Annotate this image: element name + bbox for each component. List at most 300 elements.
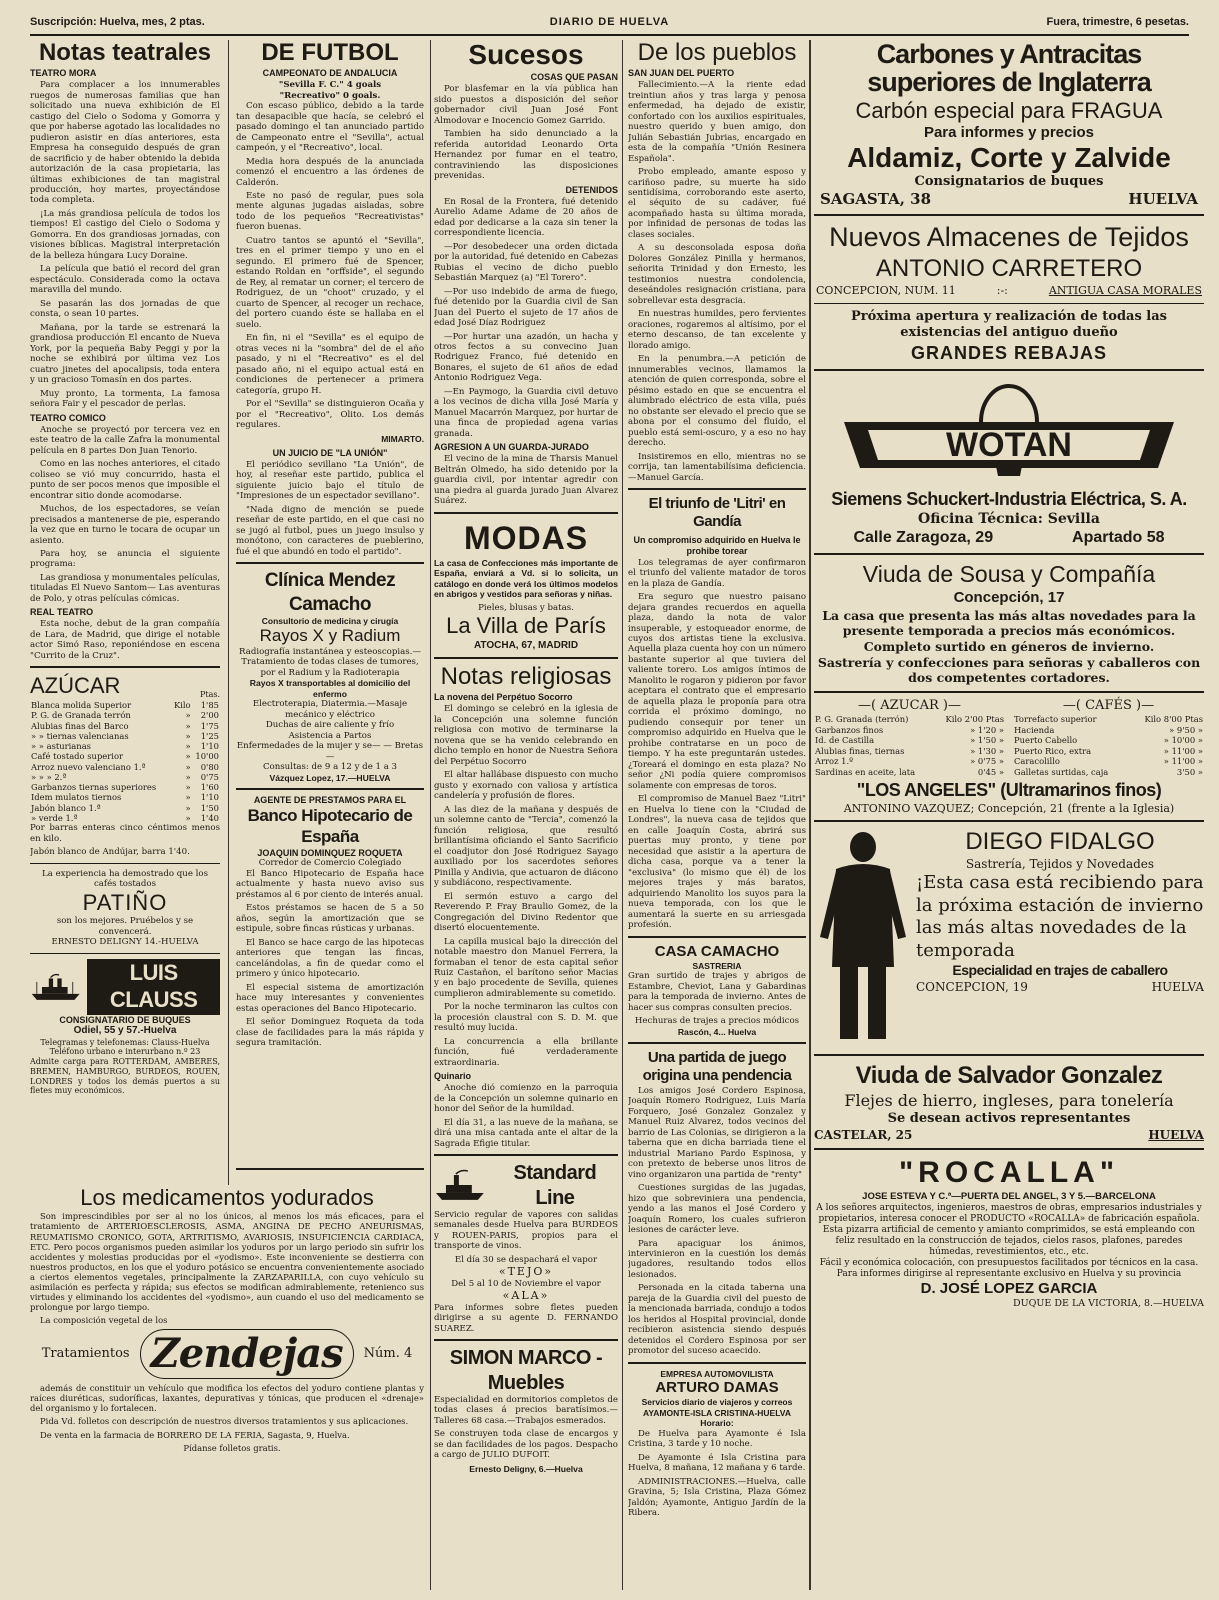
- azucar-price-cell: »: [185, 761, 191, 772]
- divider: [814, 1148, 1204, 1150]
- casa-camacho-subtitle: SASTRERIA: [692, 960, 742, 971]
- article-paragraph: Tambien ha sido denunciado a la referida autoridad Leonardo Orta Hernandez por fumar en el teatro, contraviniendo las disposiciones prevenidas.: [434, 129, 618, 182]
- article-paragraph: Anoche dió comienzo en la parroquia de la Concepción un solemne quinario en honor del Señor de la humildad.: [434, 1083, 618, 1115]
- article-paragraph: Para hoy, se anuncia el siguiente programa:: [30, 548, 220, 570]
- siemens-title: Siemens Schuckert-Industria Eléctrica, S. A.: [831, 489, 1187, 510]
- azucar-note: Jabón blanco de Andújar, barra 1'40.: [30, 847, 190, 858]
- divider: [628, 1362, 806, 1364]
- simon-marco-text: Se construyen toda clase de encargos y se dan facilidades de los pagos. Despacho a cargo de JULIO DUFOIT.: [434, 1429, 618, 1461]
- number-label: Núm. 4: [363, 1346, 413, 1362]
- azucar-header: [30, 673, 220, 700]
- azucar-price-cell: 1'75: [200, 720, 219, 731]
- arturo-damas-title: ARTURO DAMAS: [655, 1379, 779, 1397]
- ship-name: «ALA»: [502, 1289, 550, 1303]
- azucar-price-row: [30, 700, 220, 710]
- azucar-price-cell: 1'85: [200, 700, 219, 711]
- rocalla-ad: [814, 1155, 1204, 1310]
- patino-address: ERNESTO DELIGNY 14.-HUELVA: [51, 937, 199, 948]
- az-price-row: [814, 725, 1005, 736]
- article-paragraph: El sermón estuvo a cargo del Reverendo P. Fray Braulio Gomez, de la Congregación del Divino Redentor que disertó elocuentemente.: [434, 891, 618, 934]
- modas-ad: [434, 519, 618, 652]
- cafe-price-cell: Galletas surtidas, caja: [1014, 766, 1109, 777]
- azucar-price-cell: 1'40: [200, 812, 219, 823]
- almacenes-owner: ANTONIO CARRETERO: [875, 255, 1143, 283]
- medicamentos-paragraph: La composición vegetal de los: [40, 1315, 168, 1326]
- azucar-price-cell: Idem mulatos tiernos: [31, 792, 122, 803]
- column-2: [236, 40, 424, 1160]
- azucar-price-cell: » » tiernas valencianas: [31, 730, 129, 741]
- azucar-price-cell: »: [185, 710, 191, 721]
- article-paragraph: Cuatro tantos se apuntó el "Sevilla", tres en el primer tiempo y uno en el segundo. El primero fué de Spencer, estando Roldan en "orffside", el segundo de Rey, al rematar un corner; el tercero de Rodriguez, de un "choot" cruzado, y el cuarto de Spencer, al recoger un rechace, del portero cuando éste se hallaba en el suelo.: [236, 235, 424, 330]
- azucar-price-cell: 0'80: [200, 761, 219, 772]
- azucar-price-row: [30, 803, 220, 813]
- section-title-sucesos: Sucesos: [468, 40, 584, 70]
- divider: [30, 666, 220, 668]
- azucar-price-cell: 10'00: [195, 751, 219, 762]
- article-paragraph: Insistiremos en ello, mientras no se corrija, tan lamentabilísima deficiencia.—Manuel García.: [628, 451, 806, 483]
- azucar-price-cell: »: [185, 812, 191, 823]
- az-price-cell: » 1'20 »: [970, 724, 1004, 735]
- cafe-price-cell: 3'50 »: [1176, 766, 1203, 777]
- azucar-price-cell: 1'60: [200, 782, 219, 793]
- siemens-address-row: [814, 528, 1204, 548]
- az-heading-text: AZUCAR: [880, 697, 939, 713]
- article-paragraph: Este no pasó de regular, pues sola mente algunas jugadas aisladas, sobre todo de los pequeños "Recreativistas" fueron buenas.: [236, 191, 424, 233]
- az-price-cell: » 1'50 »: [970, 735, 1004, 746]
- carbones-title: Carbones y Antracitas superiores de Inglaterra: [867, 40, 1151, 98]
- score-line: "Recreativo" 0 goals.: [279, 90, 381, 101]
- medicamentos-title: Los medicamentos yodurados: [80, 1185, 374, 1210]
- article-paragraph: Esta noche, debut de la gran compañía de Lara, de Madrid, que dirige el notable actor Simó Raso, reponiéndose en escena "Currito de la Cruz".: [30, 619, 220, 661]
- cafe-price-cell: Caracolillo: [1014, 756, 1060, 767]
- zendejas-brand-logo: Zendejas: [140, 1329, 354, 1379]
- carbones-address: SAGASTA, 38: [820, 189, 932, 208]
- cafe-price-cell: » 10'00 »: [1163, 735, 1203, 746]
- carbones-role: Consignatarios de buques: [914, 173, 1104, 189]
- clauss-ad: [30, 959, 220, 1096]
- divider: [814, 369, 1204, 371]
- patino-intro: La experiencia ha demostrado que los cafés tostados: [42, 868, 208, 890]
- article-paragraph: Fallecimiento.—A la riente edad treintiun años y tras larga y penosa enfermedad, ha dejado de existir, confortado con los auxilios espirituales, nuestro querido y buen amigo, don Julián Sebastián Jubrias, encargado en esta de la compañía "Unión Resinera Española".: [628, 80, 806, 164]
- azucar-price-row: [30, 721, 220, 731]
- rocalla-text: Para informes dirigirse al representante exclusivo en Huelva y su provincia: [836, 1268, 1182, 1279]
- article-paragraph: ¡La más grandiosa película de todos los tiempos! El castigo del Cielo o Sodoma y Gomorra. En dos grandiosas jornadas, con visiones bíblicas. Magistral interpretación de la belleza húngara Lucy Doraine.: [30, 208, 220, 261]
- article-paragraph: Muy pronto, La tormenta, La famosa señora Fair y el pescador de perlas.: [30, 388, 220, 410]
- article-paragraph: —Por uso indebido de arma de fuego, fué detenido por la Guardia civil de San Juan del Puerto el sujeto de 17 años de edad José Díaz Rodriguez: [434, 286, 618, 329]
- cafe-price-row: [1013, 735, 1204, 746]
- clinica-line: Enfermedades de la mujer y se— — Bretas —: [236, 741, 424, 762]
- subheading: Quinario: [434, 1071, 472, 1082]
- cafe-price-cell: Hacienda: [1014, 724, 1055, 735]
- column-rule: [622, 40, 623, 1590]
- clinica-ad: [236, 569, 424, 783]
- villa-address: ATOCHA, 67, MADRID: [473, 640, 579, 652]
- azucar-price-cell: 0'75: [200, 771, 219, 782]
- siemens-box: Apartado 58: [1072, 529, 1165, 547]
- subscription-local: Suscripción: Huelva, mes, 2 ptas.: [30, 16, 205, 28]
- clauss-header: [30, 959, 220, 1015]
- banco-paragraph: El Banco Hipotecario de España hace actualmente y hasta nuevo aviso sus préstamos al 6 por ciento de interés anual.: [236, 868, 424, 900]
- az-price-cell: Id. de Castilla: [815, 735, 875, 746]
- section-title-football: DE FUTBOL: [261, 40, 399, 66]
- az-price-cell: » 1'30 »: [970, 745, 1004, 756]
- azucar-price-cell: »: [185, 751, 191, 762]
- ship-name: «TEJO»: [498, 1265, 554, 1279]
- patino-ad: [30, 869, 220, 948]
- az-price-cell: Sardinas en aceite, lata: [815, 766, 916, 777]
- banco-paragraph: El especial sistema de amortización hace muy interesantes y convenientes estas operaciones del Banco Hipotecario.: [236, 982, 424, 1014]
- clauss-address: Odiel, 55 y 57.-Huelva: [73, 1025, 177, 1037]
- casa-camacho-text: Gran surtido de trajes y abrigos de Estambre, Cheviot, Lana y Gabardinas para la temporada de invierno. Antes de hacer sus compras consulten precios.: [628, 971, 806, 1013]
- article-paragraph: Mañana, por la tarde se estrenará la grandiosa producción El encanto de Nueva York, por la pequeña Baby Peggi y por la noche se exhibirá por última vez Los cuatro jinetes del apocalipsis, toda entera y un gracioso Tomasín en dos partes.: [30, 322, 220, 386]
- azucar-price-cell: » verde 1.ª: [31, 812, 78, 823]
- az-price-cell: Alubias finas, tiernas: [815, 745, 905, 756]
- tratamientos-label: Tratamientos: [41, 1346, 130, 1362]
- horario-text: ADMINISTRACIONES.—Huelva, calle Gravina, 5; Isla Cristina, Plaza Gómez Jaldón; Ayamonte, Antiguo Jardín de la Ribera.: [628, 1476, 806, 1519]
- az-price-cell: » 0'75 »: [970, 756, 1004, 767]
- article-paragraph: Personada en la citada taberna una pareja de la Guardia civil del puesto de la mencionada barriada, condujo a todos los heridos al Hospital provincial, donde recibieron asistencia siendo después detenidos el Cordero Espinosa por ser promotor del suceso acaecido.: [628, 1283, 806, 1357]
- az-price-row: [814, 714, 1005, 725]
- modas-text: La casa de Confecciones más importante de España, enviará a Vd. si lo solicita, un catálogo en donde verá los últimos modelos en abrigos y vestidos para señoras y niñas.: [434, 557, 618, 600]
- article-paragraph: Era seguro que nuestro paisano dejara grandes recuerdos en aquella plaza, dando la nota de valor insuperable, y estoqueador enorme, de cuyos dos artistas tiene la exclusiva. Aquella plaza cuenta hoy con un número bastante superior al que tuviera del valiente torero. Los amigos íntimos de Manolito le rogaron y pidieron por favor aceptara el contrato que el empresario de aquella plaza le proponía para otra corrida el próximo domingo, no pudiendo consequir por tener un compromiso adquirido en Huelva que le prohibe contratarse en un poco de tiempo. Y ha este preguntarán ustedes. ¿Toreará el domingo en esta plaza? No señor ¿Ni podía quiere compromisos solamente con empresas de toros.: [628, 592, 806, 791]
- subheading: Un compromiso adquirido en Huelva le prohibe torear: [633, 534, 801, 556]
- horario-label: Horario:: [700, 1418, 734, 1429]
- clinica-hours: Consultas: de 9 a 12 y de 1 a 3: [262, 762, 398, 773]
- diego-fidalgo-text: ¡Esta casa está recibiendo para la próxima estación de invierno las más altas novedades de la temporada: [916, 872, 1204, 961]
- subheading: COSAS QUE PASAN: [530, 72, 618, 83]
- article-paragraph: Se pasarán las dos jornadas de que consta, o sean 10 partes.: [30, 298, 220, 320]
- standard-line-text: Del 5 al 10 de Noviembre el vapor: [451, 1278, 601, 1289]
- sousa-text: Completo surtido en géneros de invierno.: [863, 638, 1155, 654]
- casa-camacho-text: Hechuras de trajes a precios módicos: [634, 1016, 800, 1027]
- medicamentos-paragraph: además de constituir un vehículo que modifica los efectos del yoduro contiene plantas y raíces diuréticas, sudoríficas, laxantes, depurativas y tónicas, que producen el «drenaje» del organismo y lo fortalecen.: [30, 1383, 424, 1414]
- litri-title: El triunfo de 'Litri' en Gandía: [648, 495, 786, 531]
- azucar-price-cell: »: [185, 792, 191, 803]
- almacenes-rebajas: GRANDES REBAJAS: [910, 342, 1108, 363]
- column-rule: [430, 40, 431, 1590]
- cafe-price-row: [1013, 714, 1204, 725]
- divider: [814, 691, 1204, 693]
- wotan-lamp-logo: [824, 376, 1194, 488]
- almacenes-address-row: [814, 284, 1204, 298]
- azucar-price-cell: »: [185, 730, 191, 741]
- rocalla-text: Esta pizarra artificial de cemento y amianto comprimidos, se está empleando con feliz resultado en la construcción de tejados, cielos rasos, plafones, paredes húmedas, revestimientos, etc., etc.: [822, 1224, 1196, 1257]
- siemens-office: Oficina Técnica: Sevilla: [918, 510, 1100, 527]
- az-price-cell: Arroz 1.º: [815, 756, 854, 767]
- az-price-cell: Kilo 2'00 Ptas: [945, 714, 1004, 725]
- column-4: [628, 40, 806, 1590]
- cafe-price-cell: » 9'50 »: [1169, 724, 1203, 735]
- article-paragraph: En Rosal de la Frontera, fué detenido Aurelio Adame Adame de 20 años de edad por dedicarse a la caza sin tener la correspondiente licencia.: [434, 196, 618, 239]
- article-paragraph: La concurrencia a ella brillante función, fué verdaderamente extraordinaria.: [434, 1036, 618, 1068]
- article-paragraph: —Por desobedecer una orden dictada por la autoridad, fué detenido en Cabezas Rubias el vecino de dicho pueblo Sebastián Marquez (a) "El Torero".: [434, 241, 618, 284]
- carbones-subtitle: Carbón especial para FRAGUA: [855, 97, 1163, 123]
- cafe-price-cell: » 11'00 »: [1163, 756, 1203, 767]
- simon-marco-ad: [434, 1346, 618, 1474]
- cafe-price-row: [1013, 725, 1204, 736]
- diego-fidalgo-subtitle: Sastrería, Tejidos y Novedades: [965, 857, 1155, 872]
- banco-agent-name: JOAQUIN DOMINQUEZ ROQUETA: [257, 847, 403, 858]
- az-price-row: [814, 767, 1005, 778]
- clauss-role: CONSIGNATARIO DE BUQUES: [59, 1014, 191, 1025]
- salvador-gonzalez-ad: [814, 1061, 1204, 1142]
- article-paragraph: El domingo se celebró en la iglesia de la Concepción una solemne función religiosa con motivo de terminarse la novena que se ha venido celebrando en dicho templo en honor de Nuestra Señora del Perpétuo Socorro: [434, 704, 618, 767]
- sousa-text: La casa que presenta las más altas novedades para la presente temporada a precios más económicos.: [822, 607, 1196, 639]
- azucar-price-cell: Jabón blanco 1.ª: [31, 802, 101, 813]
- salvador-gonzalez-text: Flejes de hierro, ingleses, para tonelería: [844, 1091, 1174, 1111]
- azucar-price-cell: 1'50: [200, 802, 219, 813]
- salvador-gonzalez-city: HUELVA: [1148, 1127, 1204, 1142]
- divider: [236, 1168, 424, 1170]
- sousa-text: Sastrería y confecciones para señoras y caballeros con dos competentes cortadores.: [817, 654, 1201, 686]
- azucar-price-cell: Garbanzos tiernas superiores: [31, 782, 157, 793]
- diego-fidalgo-city: HUELVA: [1151, 979, 1204, 994]
- azucar-price-row: [30, 762, 220, 772]
- article-paragraph: Media hora después de la anunciada comenzó el encuentro a las órdenes de Calderón.: [236, 156, 424, 188]
- article-paragraph: Como en las noches anteriores, el citado coliseo se vió muy concurrido, hasta el punto de ser pocos menos que imposible el encontrar sitio donde acomodarse.: [30, 459, 220, 501]
- clauss-text: Admite carga para ROTTERDAM, AMBERES, BREMEN, HAMBURGO, BURDEOS, ROUEN, LONDRES y todos los demás puertos a su fletes muy económicos.: [30, 1057, 220, 1096]
- clinica-subtitle: Consultorio de medicina y cirugía: [261, 615, 399, 626]
- azucar-price-cell: »: [185, 720, 191, 731]
- subheading: SAN JUAN DEL PUERTO: [628, 68, 735, 79]
- arturo-damas-subtitle: Servicios diario de viajeros y correos AYAMONTE-ISLA CRISTINA-HUELVA: [641, 1397, 793, 1418]
- azucar-price-cell: »: [185, 771, 191, 782]
- article-paragraph: En la penumbra.—A petición de innumerables vecinos, llamamos la atención de quien corresponda, sobre el pésimo estado en que se encuentra el alumbrado eléctrico de esta villa, pués no obstante ser elevado el precio que se abona por el consumo del fluido, el pueblo está semi-oscuro, y a eso no hay derecho.: [628, 354, 806, 449]
- clauss-name: LUIS CLAUSS: [87, 959, 220, 1015]
- article-paragraph: El vecino de la mina de Tharsis Manuel Beltrán Olmedo, ha sido detenido por la guardia civil, por intentar agredir con una piedra al guarda jurado Juan Alvarez Suárez.: [434, 454, 618, 507]
- section-title-theatre: Notas teatrales: [38, 40, 212, 66]
- article-paragraph: —Por hurtar una azadón, un hacha y otros fectos a su convecino Juan Rodriguez Franco, fué detenido en Bonares, el sujeto de 61 años de edad Antonio Rodriguez Vega.: [434, 331, 618, 384]
- rayos-heading: Rayos X y Radium: [259, 626, 401, 646]
- azucar-price-cell: »: [185, 802, 191, 813]
- azucar-unit: Ptas.: [199, 690, 220, 700]
- almacenes-ad: [814, 221, 1204, 365]
- diego-fidalgo-address: CONCEPCION, 19: [916, 979, 1028, 994]
- subheading: La novena del Perpétuo Socorro: [434, 692, 573, 703]
- clauss-phone: Teléfono urbano e interurbano n.º 23: [49, 1047, 201, 1057]
- article-paragraph: Anoche se proyectó por tercera vez en este teatro de la calle Zafra la monumental película en 8 partes Don Juan Tenorio.: [30, 424, 220, 456]
- rocalla-text: A los señores arquitectos, ingenieros, maestros de obras, empresarios industriales y propietarios, interesa conocer el PRODUCTO «ROCALLA» de fabricación española.: [816, 1202, 1202, 1224]
- azucar-price-cell: Arroz nuevo valenciano 1.ª: [31, 761, 146, 772]
- subheading: UN JUICIO DE "LA UNIÓN": [272, 448, 388, 459]
- azucar-price-table: [30, 700, 220, 823]
- azucar-price-cell: Kilo: [173, 700, 191, 711]
- carbones-names: Aldamiz, Corte y Zalvide: [847, 141, 1171, 173]
- article-paragraph: La película que batió el record del gran espectáculo. Considerada como la octava maravilla del mundo.: [30, 264, 220, 296]
- carbones-ad: [814, 40, 1204, 209]
- azucar-price-row: [30, 813, 220, 823]
- almacenes-old-house: ANTIGUA CASA MORALES: [1048, 284, 1202, 298]
- divider: [30, 863, 220, 864]
- azucar-price-row: [30, 741, 220, 751]
- azucar-price-cell: » » » 2.ª: [31, 771, 67, 782]
- almacenes-text: Próxima apertura y realización de todas las existencias del antiguo dueño: [851, 309, 1167, 341]
- azucar-price-cell: Alubias finas del Barco: [31, 720, 129, 731]
- cafe-price-row: [1013, 746, 1204, 757]
- clinica-line: Electroterapia, Diatermia.—Masaje mecánico y eléctrico: [252, 699, 408, 720]
- article-paragraph: —En Paymogo, la Guardia civil detuvo a los vecinos de dicha villa José María y Manuel Macarrón Marquez, por hurtar de una finca de propiedad agena varias granada.: [434, 386, 618, 439]
- masthead: [30, 14, 1189, 36]
- azucar-price-cell: »: [185, 782, 191, 793]
- azucar-price-cell: 2'00: [200, 710, 219, 721]
- divider: [30, 953, 220, 954]
- los-angeles-price-lists: [814, 698, 1204, 777]
- horario-text: De Ayamonte é Isla Cristina para Huelva, 8 mañana, 12 mañana y 6 tarde.: [628, 1452, 806, 1474]
- azucar-price-cell: 1'10: [200, 741, 219, 752]
- cafe-price-cell: Puerto Rico, extra: [1014, 745, 1092, 756]
- cafe-price-row: [1013, 767, 1204, 778]
- azucar-price-row: [30, 792, 220, 802]
- az-price-row: [814, 756, 1005, 767]
- cafe-price-cell: » 11'00 »: [1163, 745, 1203, 756]
- article-paragraph: Cuestiones surgidas de las jugadas, hizo que sobreviniera una pendencia, yendo a las manos el José Cordero y Joaquín Romero, los cuales sufrieron lesiones de carácter leve.: [628, 1183, 806, 1236]
- banco-agent-role: Corredor de Comercio Colegiado: [258, 858, 402, 869]
- azucar-title: AZÚCAR: [30, 673, 121, 699]
- article-paragraph: A su desconsolada esposa doña Dolores González Pinilla y hermanos, señorita Trinidad y don Ernesto, les testimonios nuestra condolencia, deseándoles resignación cristiana, para sobrellevar esta desgracia.: [628, 243, 806, 306]
- agente-heading: AGENTE DE PRESTAMOS PARA EL: [253, 795, 407, 806]
- salvador-gonzalez-address-row: [814, 1128, 1204, 1143]
- azucar-price-cell: » » asturianas: [31, 741, 91, 752]
- standard-line-title: Standard Line: [513, 1162, 597, 1209]
- banco-paragraph: El señor Dominguez Roqueta da toda clase de facilidades para la más rápida y segura tramitación.: [236, 1017, 424, 1049]
- column-3: [434, 40, 618, 1590]
- diego-fidalgo-body: [916, 827, 1204, 1045]
- az-price-cell: Garbanzos finos: [815, 724, 884, 735]
- az-price-cell: P. G. Granada (terrón): [815, 714, 909, 725]
- divider: [434, 1154, 618, 1156]
- banco-ad: [236, 795, 424, 1049]
- article-paragraph: A las diez de la mañana y después de un solemne canto de "Tercia", comenzó la función religiosa, que resultó brillantísima oficiando el Santo Sacrificio el coadjutor don José Rodriguez Sayago auxiliado por los sacerdotes señores Pinilla y Andivia, que actuaron de diácono y subdiácono, respectivamente.: [434, 804, 618, 889]
- azucar-price-cell: P. G. de Granada terrón: [31, 710, 131, 721]
- siemens-address: Calle Zaragoza, 29: [853, 529, 994, 547]
- subheading: REAL TEATRO: [30, 607, 94, 618]
- zendejas-logo-row: [30, 1329, 424, 1379]
- divider: [628, 488, 806, 490]
- empresa-label: EMPRESA AUTOMOVILISTA: [660, 1368, 774, 1379]
- section-title-religious: Notas religiosas: [440, 663, 612, 691]
- article-paragraph: Para apaciguar los ánimos, intervinieron en la cuestión los demás jugadores, resultando todos ellos lesionados.: [628, 1238, 806, 1280]
- subheading: CAMPEONATO DE ANDALUCIA: [262, 68, 398, 79]
- rocalla-address: JOSE ESTEVA Y C.ª—PUERTA DEL ANGEL, 3 Y 5.—BARCELONA: [862, 1191, 1156, 1203]
- article-paragraph: La capilla musical bajo la dirección del notable maestro don Manuel Ferrera, la formaban el tenor de esta capital señor Ruiz Castañon, el barítono señor Macias y en bajo procedente de Sevilla, quienes cumplieron admirablemente su cometido.: [434, 936, 618, 999]
- article-paragraph: El día 31, a las nueve de la mañana, se dirá una misa cantada ante el altar de la Sagrada Efigie titular.: [434, 1117, 618, 1149]
- simon-marco-address: Ernesto Deligny, 6.—Huelva: [469, 1463, 583, 1474]
- carbones-city: HUELVA: [1128, 189, 1198, 208]
- rocalla-representative: D. JOSÉ LOPEZ GARCIA: [920, 1279, 1098, 1297]
- diego-fidalgo-title: DIEGO FIDALGO: [965, 828, 1155, 856]
- clinica-address: Vázquez Lopez, 17.—HUELVA: [269, 772, 391, 783]
- standard-line-text: Para informes sobre fletes pueden dirigirse a su agente D. FERNANDO SUAREZ.: [434, 1302, 618, 1334]
- divider: [628, 936, 806, 938]
- divider: [814, 553, 1204, 555]
- cafe-price-list: [1013, 698, 1204, 777]
- modas-title: MODAS: [463, 519, 589, 556]
- article-paragraph: Las grandiosa y monumentales películas, tituladas El Nuevo Santom— Las aventuras de Polo, y otras películas cómicas.: [30, 572, 220, 604]
- section-title-pueblos: De los pueblos: [637, 40, 797, 66]
- cafe-price-table: [1013, 714, 1204, 777]
- score-line: "Sevilla F. C." 4 goals: [278, 80, 382, 91]
- article-paragraph: Para complacer a los innumerables ruegos de numerosas familias que han solicitado una nueva exhibición de El castigo del Cielo o Sodoma y Gomorra y que por haberse agotado las localidades no pudieron asistir en días anteriores, esta Empresa ha conseguido después de gran de sacrificio y de haber obtenido la debida autorización de la casa propietaria, las últimas exhibiciones de tan magistral producción, hoy martes, proyectándose toda completa.: [30, 80, 220, 206]
- azucar-price-cell: 1'25: [200, 730, 219, 741]
- clinica-title: Clínica Mendez Camacho: [264, 570, 396, 615]
- article-paragraph: Con escaso público, debido a la tarde tan desapacible que hacía, se celebró el pasado domingo el tan anunciado partido de Campeonato entre el "Sevilla", actual campeón, y el "Recreativo", local.: [236, 101, 424, 154]
- standard-line-ad: [434, 1161, 618, 1334]
- azucar-price-row: [30, 751, 220, 761]
- clinica-line: Rayos X transportables al domicilio del enfermo: [249, 678, 411, 699]
- steamship-icon: [434, 1169, 486, 1203]
- cafe-price-cell: Torrefacto superior: [1014, 714, 1097, 725]
- medicamentos-paragraph: De venta en la farmacia de BORRERO DE LA FERIA, Sagasta, 9, Huelva.: [40, 1429, 350, 1440]
- azucar-price-cell: »: [185, 741, 191, 752]
- divider: [236, 788, 424, 790]
- almacenes-title: Nuevos Almacenes de Tejidos: [829, 221, 1189, 252]
- column-5-ads: [814, 40, 1204, 1590]
- horario-text: De Huelva para Ayamonte é Isla Cristina, 3 tarde y 10 noche.: [628, 1428, 806, 1450]
- article-paragraph: Los telegramas de ayer confirmaron el triunfo del valiente matador de toros en la plaza de Gandía.: [628, 557, 806, 589]
- carbones-address-row: [814, 190, 1204, 209]
- clinica-line: Radiografía instantánea y esteoscopias.—Tratamiento de todas clases de tumores, por el Radium y la Radioterapia: [239, 646, 421, 678]
- cafe-heading: —( CAFÉS )—: [1062, 697, 1155, 713]
- sousa-address: Concepción, 17: [953, 588, 1065, 606]
- azucar-note: Por barras enteras cinco céntimos menos en kilo.: [30, 823, 220, 844]
- diego-fidalgo-specialty: Especialidad en trajes de caballero: [952, 962, 1168, 979]
- azucar-price-row: [30, 731, 220, 741]
- cafe-price-cell: Kilo 8'00 Ptas: [1144, 714, 1203, 725]
- divider: [814, 214, 1204, 216]
- column-rule: [809, 40, 811, 1590]
- medicamentos-paragraph: Son imprescindibles por ser al no los únicos, al menos los más eficaces, para el tratamiento de ARTERIOESCLEROSIS, ASMA, ANGINA DE PECHO ANEURISMAS, REUMATISMO CRONICO, GOTA, ARTRITISMO, AVARIOSIS, INSUFICIENCIA CARDIACA, ETC. Pero pocos organismos pueden asimilar los yoduros por un largo periodo sin sufrir los accidentes y molestias producidas por el «yodismo». Este inconveniente se destierra con nuestros productos, en los que el yoduro potásico se encuentra convenientemente asociado a ciertos elementos vegetales, principalmente la ZARZAPARILLA, con cuyo vehículo su asimilación es perfecta y rápida; sus efectos se modifican admirablemente, retenienco sus virtudes y eliminando los accidentes del «yodismo», aun cuando el uso del medicamento se prolongue por largo tiempo.: [30, 1211, 424, 1313]
- article-paragraph: Por el "Sevilla" se distinguieron Ocaña y por el "Recreativo", Olito. Los demás regulares.: [236, 399, 424, 431]
- cafe-price-row: [1013, 756, 1204, 767]
- standard-line-text: El día 30 se despachará el vapor: [454, 1254, 598, 1265]
- divider: [434, 1339, 618, 1341]
- article-paragraph: Por la noche terminaron las cultos con la procesión claustral con S. D. M. que resultó muy lucida.: [434, 1002, 618, 1034]
- almacenes-separator: :-:: [996, 284, 1008, 298]
- article-paragraph: El compromiso de Manuel Baez "Litri" en Huelva lo tiene con la "Ciudad de Londres", la nueva casa de tejidos que en calle Joaquín Costa, abrirá sus puertas muy pronto, y tiene por necesidad que asistir a la apertura de dicha casa, porque va a tener la "exclusiva" (lo mismo que él) de los mejores trajes y más baratos, adquiriendo Manolito los suyos para la nueva temporada, con los que le aumentará la suerte en su arriesgada profesión.: [628, 794, 806, 931]
- divider: [814, 1054, 1204, 1056]
- azucar-price-cell: 1'10: [200, 792, 219, 803]
- clauss-telegram: Telegramas y telefonemas: Clauss-Huelva: [40, 1037, 210, 1047]
- clinica-line: Duchas de aire caliente y frío: [265, 720, 395, 731]
- divider: [434, 657, 618, 659]
- banco-paragraph: Estos préstamos se hacen de 5 a 50 años, según la amortización que se estipule, sobre fincas rústicas y urbanas.: [236, 903, 424, 935]
- diego-fidalgo-ad: [814, 827, 1204, 1049]
- az-price-table: [814, 714, 1005, 777]
- steamship-icon: [30, 969, 81, 1005]
- wotan-word: WOTAN: [946, 426, 1072, 465]
- azucar-price-row: [30, 710, 220, 720]
- azucar-price-row: [30, 782, 220, 792]
- article-paragraph: "Nada digno de mención se puede reseñar de este partido, en el que casi no se jugó al futbol, pues un juego insulso y monótono, con caracteres de pueblerino, fué el que abundó en todo el partido".: [236, 504, 424, 557]
- article-paragraph: Por blasfemar en la vía pública han sido puestos a disposición del señor gobernador civil Juan José Font Almodovar e Inocencio Gomez Garrido.: [434, 84, 618, 126]
- simon-marco-title: SIMON MARCO -Muebles: [449, 1347, 603, 1394]
- rocalla-title: "ROCALLA": [898, 1155, 1120, 1189]
- wotan-ad: [814, 376, 1204, 548]
- banco-paragraph: El Banco se hace cargo de las hipotecas anteriores que tengan las fincas, cancelándolas, a fin de quedar como el primero y único hipotecario.: [236, 937, 424, 980]
- divider: [628, 1042, 806, 1044]
- simon-marco-text: Especialidad en dormitorios completos de todas clases á precios baratísimos.—Talleres 68 casa.—Trabajos esmerados.: [434, 1394, 618, 1426]
- partida-title: Una partida de juego origina una pendencia: [642, 1049, 792, 1085]
- divider: [814, 303, 1204, 304]
- az-heading: —( AZUCAR )—: [858, 697, 961, 713]
- subheading: DETENIDOS: [565, 184, 618, 195]
- salvador-gonzalez-rep: Se desean activos representantes: [887, 1111, 1131, 1127]
- azucar-price-cell: Blanca molida Superior: [31, 700, 132, 711]
- rocalla-text: Fácil y económica colocación, con presupuestos facilitados por técnicos en la casa.: [819, 1257, 1199, 1268]
- article-paragraph: Probo empleado, amante esposo y cariñoso padre, su muerte ha sido sentidísima, corroborando este aserto, el séquito de su cadáver, fué acompañado hasta su última morada, por infinidad de personas de todas las clases sociales.: [628, 167, 806, 240]
- subheading: TEATRO COMICO: [30, 412, 106, 423]
- modas-text: Pieles, blusas y batas.: [478, 602, 574, 613]
